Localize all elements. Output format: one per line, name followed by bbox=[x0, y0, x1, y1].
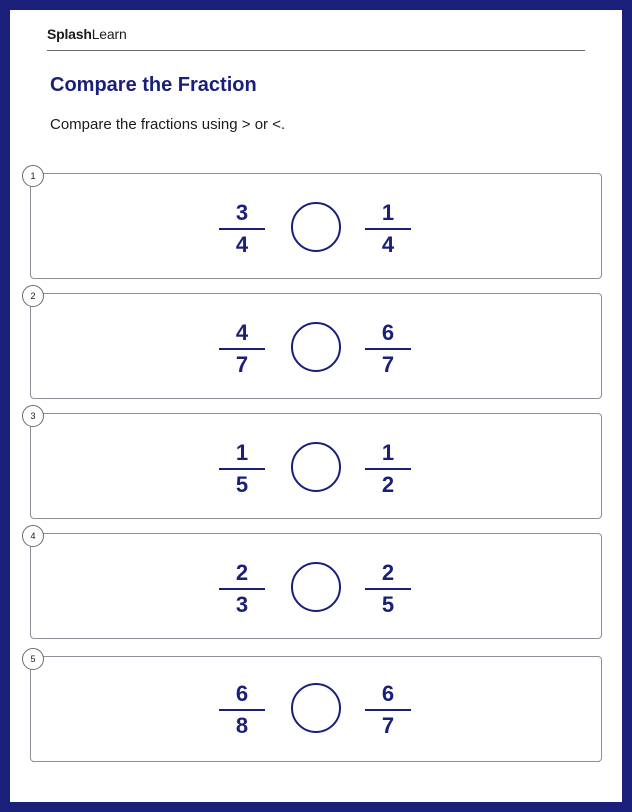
fraction-bar bbox=[365, 348, 411, 350]
question-number: 5 bbox=[22, 648, 44, 670]
numerator: 6 bbox=[381, 320, 395, 345]
right-fraction bbox=[363, 320, 413, 378]
instruction-text: Compare the fractions using > or <. bbox=[50, 116, 286, 133]
denominator: 7 bbox=[381, 713, 395, 738]
question-number: 3 bbox=[22, 405, 44, 427]
denominator: 5 bbox=[235, 472, 249, 497]
fraction-bar bbox=[219, 588, 265, 590]
answer-circle[interactable] bbox=[291, 202, 341, 252]
fraction-bar bbox=[365, 228, 411, 230]
question-box-3 bbox=[30, 413, 602, 519]
fraction-bar bbox=[219, 348, 265, 350]
fraction-bar bbox=[219, 228, 265, 230]
numerator: 6 bbox=[235, 681, 249, 706]
right-fraction bbox=[363, 560, 413, 618]
denominator: 4 bbox=[381, 232, 395, 257]
left-fraction bbox=[217, 440, 267, 498]
question-number: 2 bbox=[22, 285, 44, 307]
header-divider bbox=[47, 50, 585, 51]
numerator: 6 bbox=[381, 681, 395, 706]
right-fraction bbox=[363, 200, 413, 258]
logo-regular-text: Learn bbox=[91, 26, 127, 42]
numerator: 3 bbox=[235, 200, 249, 225]
worksheet-title: Compare the Fraction bbox=[50, 74, 257, 96]
numerator: 2 bbox=[235, 560, 249, 585]
denominator: 2 bbox=[381, 472, 395, 497]
question-box-4 bbox=[30, 533, 602, 639]
denominator: 8 bbox=[235, 713, 249, 738]
denominator: 7 bbox=[381, 352, 395, 377]
answer-circle[interactable] bbox=[291, 322, 341, 372]
left-fraction bbox=[217, 560, 267, 618]
right-fraction bbox=[363, 681, 413, 739]
question-box-1 bbox=[30, 173, 602, 279]
splashlearn-logo bbox=[47, 26, 127, 42]
right-fraction bbox=[363, 440, 413, 498]
fraction-bar bbox=[365, 588, 411, 590]
left-fraction bbox=[217, 681, 267, 739]
fraction-bar bbox=[219, 709, 265, 711]
numerator: 1 bbox=[381, 200, 395, 225]
numerator: 1 bbox=[235, 440, 249, 465]
numerator: 4 bbox=[235, 320, 249, 345]
denominator: 4 bbox=[235, 232, 249, 257]
question-box-2 bbox=[30, 293, 602, 399]
left-fraction bbox=[217, 320, 267, 378]
denominator: 3 bbox=[235, 592, 249, 617]
question-number: 4 bbox=[22, 525, 44, 547]
fraction-bar bbox=[365, 709, 411, 711]
answer-circle[interactable] bbox=[291, 562, 341, 612]
answer-circle[interactable] bbox=[291, 442, 341, 492]
denominator: 5 bbox=[381, 592, 395, 617]
left-fraction bbox=[217, 200, 267, 258]
question-number: 1 bbox=[22, 165, 44, 187]
answer-circle[interactable] bbox=[291, 683, 341, 733]
fraction-bar bbox=[365, 468, 411, 470]
question-box-5 bbox=[30, 656, 602, 762]
fraction-bar bbox=[219, 468, 265, 470]
numerator: 1 bbox=[381, 440, 395, 465]
numerator: 2 bbox=[381, 560, 395, 585]
logo-bold-text: Splash bbox=[47, 26, 92, 42]
denominator: 7 bbox=[235, 352, 249, 377]
